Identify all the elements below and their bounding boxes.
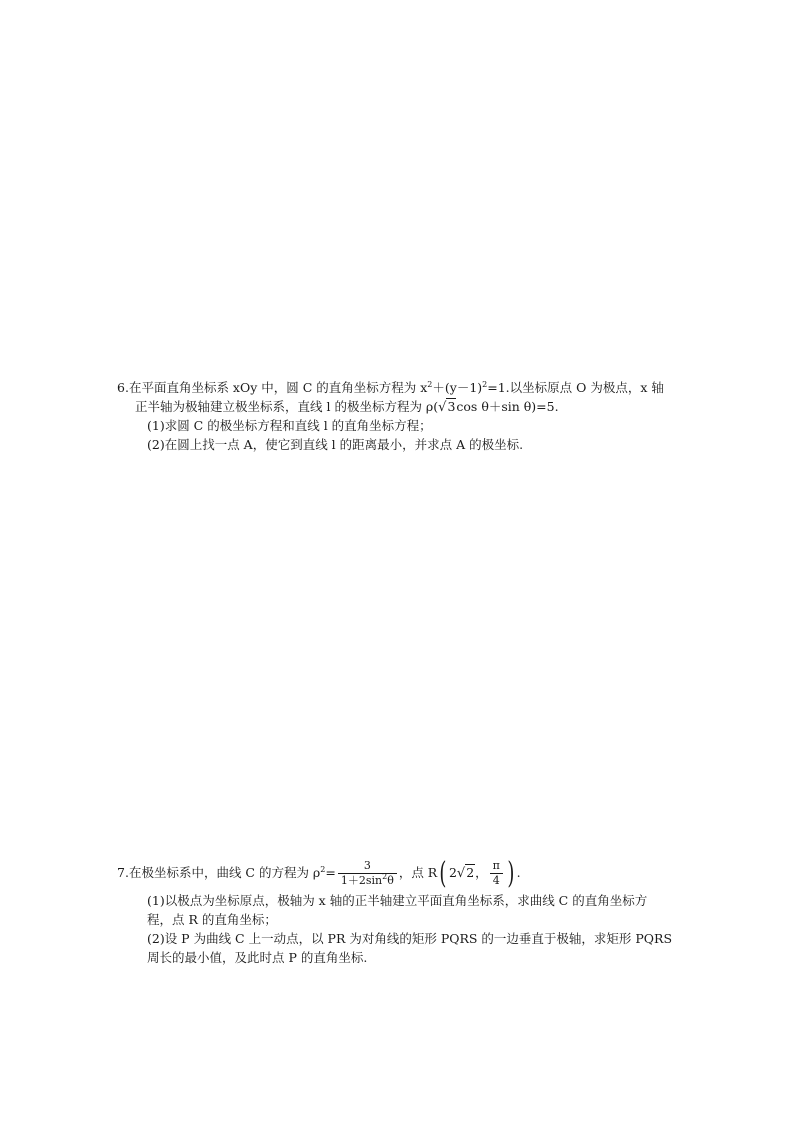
fraction-denominator	[338, 873, 397, 888]
denominator-text: θ	[387, 874, 394, 887]
denominator-text: 1＋2sin	[340, 874, 383, 887]
problem-6-text: cos θ＋sin θ)=5.	[456, 399, 559, 414]
sqrt-expression	[438, 397, 456, 417]
radicand: 3	[447, 399, 456, 414]
fraction-denominator: 4	[490, 873, 503, 888]
problem-6-line-1	[117, 378, 707, 397]
superscript: 2	[320, 865, 326, 874]
period: .	[516, 865, 521, 880]
superscript: 2	[427, 380, 433, 389]
problem-6-text: 在平面直角坐标系 xOy 中，圆 C 的直角坐标方程为 x	[128, 380, 428, 395]
radical-sign-icon: √	[438, 400, 447, 415]
left-paren-icon: (	[439, 855, 447, 891]
fraction	[338, 859, 397, 888]
problem-7	[117, 855, 707, 967]
fraction-numerator: 3	[363, 859, 371, 872]
equals-sign: =	[325, 865, 336, 880]
problem-6-text: =1.以坐标原点 O 为极点，x 轴	[487, 380, 664, 395]
problem-7-text: 在极坐标系中，曲线 C 的方程为 ρ	[128, 865, 321, 880]
problem-7-line-1	[117, 855, 707, 891]
problem-7-number: 7.	[117, 865, 129, 880]
problem-7-part-1-line-1: (1)以极点为坐标原点，极轴为 x 轴的正半轴建立平面直角坐标系，求曲线 C 的直角坐标方	[147, 893, 648, 908]
problem-6-number: 6.	[117, 380, 129, 395]
problem-7-text: ，点 R	[398, 865, 438, 880]
problem-7-part-2-line-2: 周长的最小值，及此时点 P 的直角坐标.	[147, 950, 368, 965]
coordinate-value: 2	[448, 865, 457, 880]
radical-sign-icon: √	[456, 866, 466, 881]
problem-7-part-1-line-2: 程，点 R 的直角坐标；	[147, 912, 277, 927]
comma: ，	[475, 865, 488, 880]
problem-6-part-2: (2)在圆上找一点 A，使它到直线 l 的距离最小，并求点 A 的极坐标.	[147, 437, 524, 452]
radicand: 2	[466, 865, 475, 880]
fraction-numerator: π	[492, 859, 500, 872]
superscript: 2	[382, 872, 388, 881]
sqrt-expression	[457, 855, 475, 892]
superscript: 2	[482, 380, 488, 389]
problem-6-text: ＋(y－1)	[432, 380, 483, 395]
problem-6-line-2	[117, 397, 707, 416]
fraction	[490, 859, 503, 888]
problem-6-part-1: (1)求圆 C 的极坐标方程和直线 l 的直角坐标方程；	[147, 418, 432, 433]
problem-6	[117, 378, 707, 454]
problem-7-part-2-line-1: (2)设 P 为曲线 C 上一动点，以 PR 为对角线的矩形 PQRS 的一边垂直于极轴，求矩形 PQRS	[147, 931, 673, 946]
problem-6-text: 正半轴为极轴建立极坐标系，直线 l 的极坐标方程为 ρ(	[135, 399, 439, 414]
right-paren-icon: )	[507, 855, 515, 891]
